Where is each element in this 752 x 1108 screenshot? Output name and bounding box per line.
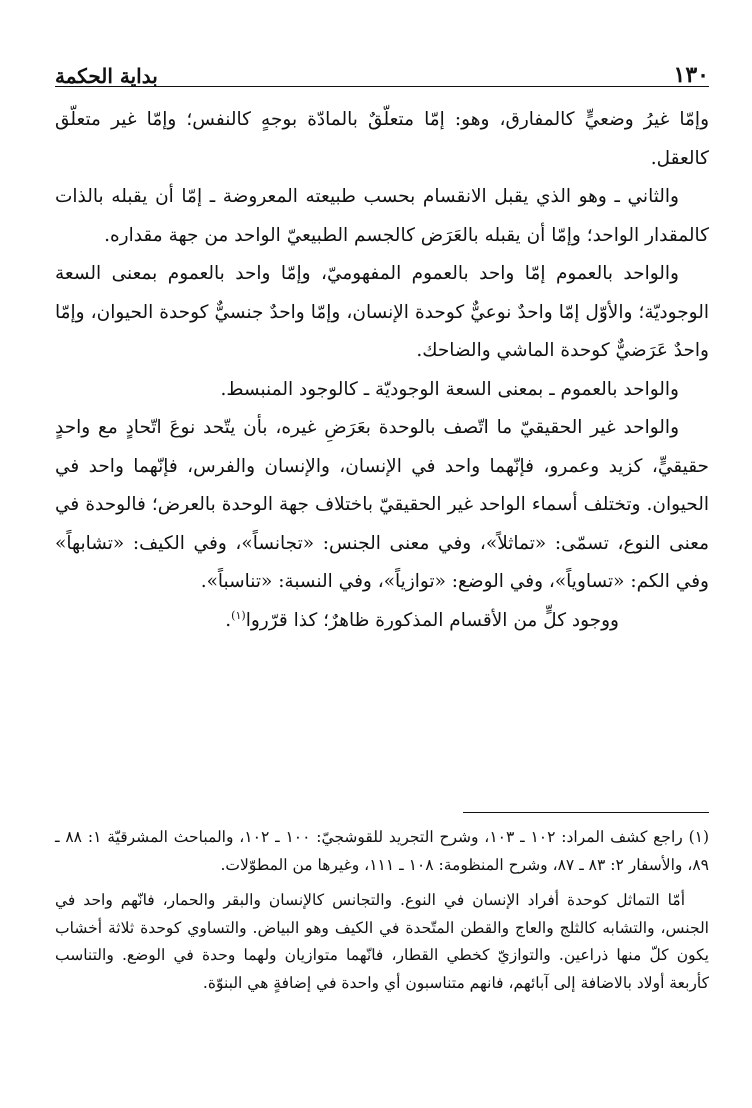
- footnote-1: (١) راجع كشف المراد: ١٠٢ ـ ١٠٣، وشرح التجريد للقوشجيّ: ١٠٠ ـ ١٠٢، والمباحث المشرقيّة ١: ٨٨ ـ ٨٩، والأسفار ٢: ٨٣ ـ ٨٧، وشرح المنظومة: ١٠٨ ـ ١١١، وغيرها من المطوّلات.: [55, 828, 710, 874]
- running-header: [55, 52, 709, 87]
- footnote-separator: [463, 812, 709, 813]
- footnote-marker[interactable]: (١): [231, 608, 246, 622]
- main-text: [55, 101, 709, 640]
- paragraph-5: والواحد غير الحقيقيّ ما اتّصف بالوحدة بعَرَضِ غيره، بأن يتّحد نوعَ اتّحادٍ مع واحدٍ حقيقيٍّ، كزيد وعمرو، فإنّهما واحد في الإنسان، والإنسان والفرس، فإنّهما واحد في الحيوان. وتختلف أسماء الواحد غير الحقيقيّ باختلاف جهة الوحدة بالعرض؛ فالوحدة في معنى النوع، تسمّى: «تماثلاً»، وفي معنى الجنس: «تجانساً»، وفي الكيف: «تشابهاً» وفي الكم: «تساوياً»، وفي الوضع: «توازياً»، وفي النسبة: «تناسباً».: [55, 417, 709, 592]
- paragraph-6: ووجود كلٍّ من الأقسام المذكورة ظاهرٌ؛ كذا قرّروا$^{(١)}$.: [225, 608, 619, 631]
- book-page: [55, 52, 710, 992]
- book-title: بداية الحكمة: [55, 64, 158, 88]
- paragraph-4: والواحد بالعموم ـ بمعنى السعة الوجوديّة ـ كالوجود المنبسط.: [220, 378, 679, 400]
- footnotes: [55, 824, 709, 997]
- page-number: ١٣٠: [673, 62, 709, 88]
- paragraph-6-text: ووجود كلٍّ من الأقسام المذكورة ظاهرٌ؛ كذا قرّروا: [245, 609, 619, 631]
- paragraph-3: والواحد بالعموم إمّا واحد بالعموم المفهوميّ، وإمّا واحد بالعموم بمعنى السعة الوجوديّة؛ والأوّل إمّا واحدٌ نوعيٌّ كوحدة الإنسان، وإمّا واحدٌ جنسيٌّ كوحدة الحيوان، وإمّا واحدٌ عَرَضيٌّ كوحدة الماشي والضاحك.: [55, 263, 709, 361]
- footnote-explanation: أمّا التماثل كوحدة أفراد الإنسان في النوع. والتجانس كالإنسان والبقر والحمار، فانّهم واحد في الجنس، والتشابه كالثلج والعاج والقطن المتّحدة في الكيف وهو البياض. والتساوي كوحدة ثلاثة أخشاب يكون كلّ منها ذراعين. والتوازيّ كخطي القطار، فانّهما متوازيان ولهما وحدة في الوضع. والتناسب كأربعة أولاد بالاضافة إلى آبائهم، فانهم متناسبون أي واحدة في إضافةٍ هي البنوّة.: [55, 891, 709, 992]
- paragraph-2: والثاني ـ وهو الذي يقبل الانقسام بحسب طبيعته المعروضة ـ إمّا أن يقبله بالذات كالمقدار الواحد؛ وإمّا أن يقبله بالعَرَض كالجسم الطبيعيّ الواحد من جهة مقداره.: [55, 186, 709, 246]
- paragraph-1: وإمّا غيرُ وضعيٍّ كالمفارق، وهو: إمّا متعلّقٌ بالمادّة بوجهٍ كالنفس؛ وإمّا غير متعلّق كالعقل.: [55, 109, 709, 169]
